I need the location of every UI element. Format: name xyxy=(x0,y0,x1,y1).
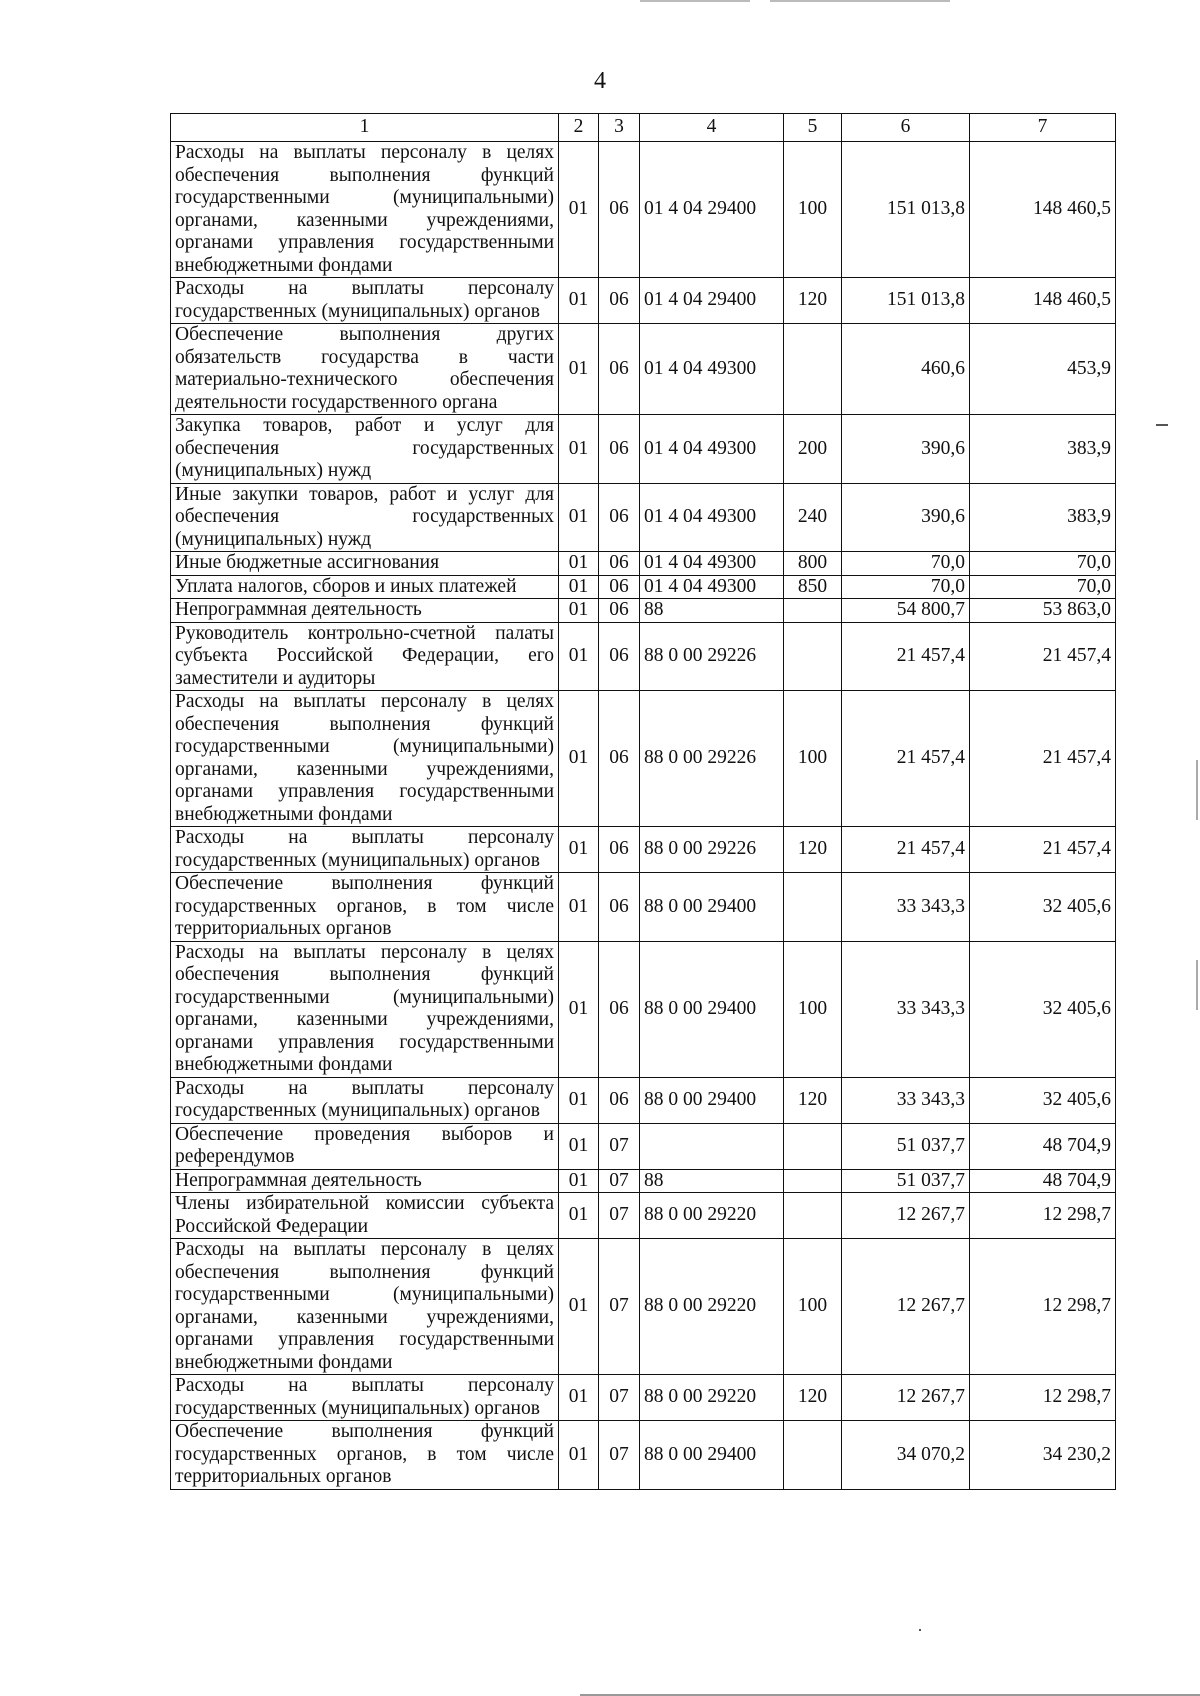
row-amount-1-cell: 12 267,7 xyxy=(842,1375,970,1421)
table-row xyxy=(171,1375,1116,1421)
row-amount-1-cell: 34 070,2 xyxy=(842,1421,970,1490)
row-expense-type-cell: 800 xyxy=(784,552,842,576)
row-section-cell: 01 xyxy=(559,622,599,691)
row-amount-2-cell: 53 863,0 xyxy=(970,599,1116,623)
row-section-cell: 01 xyxy=(559,1193,599,1239)
row-amount-2-cell: 32 405,6 xyxy=(970,1077,1116,1123)
table-row xyxy=(171,691,1116,827)
row-amount-1-cell: 21 457,4 xyxy=(842,827,970,873)
row-amount-1-cell: 151 013,8 xyxy=(842,142,970,278)
row-amount-1-cell: 390,6 xyxy=(842,415,970,484)
row-subsection-cell: 06 xyxy=(599,827,640,873)
table-row xyxy=(171,1123,1116,1169)
row-expense-type-cell xyxy=(784,1123,842,1169)
header-col-7: 7 xyxy=(970,114,1116,142)
row-name-cell: Непрограммная деятельность xyxy=(171,1169,559,1193)
table-row xyxy=(171,552,1116,576)
row-target-article-cell: 88 xyxy=(640,599,784,623)
row-amount-2-cell: 21 457,4 xyxy=(970,622,1116,691)
row-subsection-cell: 06 xyxy=(599,415,640,484)
row-name-cell: Члены избирательной комиссии субъекта Российской Федерации xyxy=(171,1193,559,1239)
row-amount-1-cell: 12 267,7 xyxy=(842,1193,970,1239)
row-section-cell: 01 xyxy=(559,1421,599,1490)
row-amount-1-cell: 460,6 xyxy=(842,324,970,415)
row-target-article-cell: 88 0 00 29400 xyxy=(640,873,784,942)
row-expense-type-cell xyxy=(784,1193,842,1239)
row-name-cell: Иные закупки товаров, работ и услуг для обеспечения государственных (муниципальных) нужд xyxy=(171,483,559,552)
table-row xyxy=(171,1239,1116,1375)
row-target-article-cell: 01 4 04 49300 xyxy=(640,552,784,576)
row-subsection-cell: 06 xyxy=(599,575,640,599)
row-section-cell: 01 xyxy=(559,691,599,827)
row-expense-type-cell: 120 xyxy=(784,1375,842,1421)
row-target-article-cell xyxy=(640,1123,784,1169)
row-name-cell: Закупка товаров, работ и услуг для обеспечения государственных (муниципальных) нужд xyxy=(171,415,559,484)
row-target-article-cell: 88 0 00 29226 xyxy=(640,827,784,873)
row-name-cell: Руководитель контрольно-счетной палаты субъекта Российской Федерации, его заместители и аудиторы xyxy=(171,622,559,691)
row-target-article-cell: 88 0 00 29220 xyxy=(640,1193,784,1239)
header-col-4: 4 xyxy=(640,114,784,142)
row-target-article-cell: 88 xyxy=(640,1169,784,1193)
page-number: 4 xyxy=(594,68,606,94)
row-target-article-cell: 01 4 04 29400 xyxy=(640,142,784,278)
row-amount-1-cell: 21 457,4 xyxy=(842,691,970,827)
row-amount-2-cell: 383,9 xyxy=(970,483,1116,552)
row-amount-2-cell: 32 405,6 xyxy=(970,873,1116,942)
row-subsection-cell: 06 xyxy=(599,142,640,278)
table-row xyxy=(171,622,1116,691)
row-subsection-cell: 07 xyxy=(599,1375,640,1421)
scan-mark xyxy=(1196,760,1198,820)
row-expense-type-cell: 120 xyxy=(784,1077,842,1123)
row-amount-1-cell: 33 343,3 xyxy=(842,1077,970,1123)
row-name-cell: Расходы на выплаты персоналу в целях обеспечения выполнения функций государственными (муниципальными) органами, казенными учреждениями, органами управления государственными внебюджетными фондами xyxy=(171,1239,559,1375)
row-amount-2-cell: 383,9 xyxy=(970,415,1116,484)
row-amount-1-cell: 33 343,3 xyxy=(842,873,970,942)
row-section-cell: 01 xyxy=(559,415,599,484)
row-amount-1-cell: 33 343,3 xyxy=(842,941,970,1077)
table-row xyxy=(171,142,1116,278)
row-target-article-cell: 88 0 00 29400 xyxy=(640,941,784,1077)
row-expense-type-cell: 100 xyxy=(784,941,842,1077)
table-row xyxy=(171,575,1116,599)
table-row xyxy=(171,483,1116,552)
row-subsection-cell: 06 xyxy=(599,278,640,324)
scan-mark xyxy=(919,1629,921,1631)
row-target-article-cell: 88 0 00 29220 xyxy=(640,1239,784,1375)
row-amount-1-cell: 51 037,7 xyxy=(842,1169,970,1193)
row-name-cell: Обеспечение выполнения функций государственных органов, в том числе территориальных органов xyxy=(171,1421,559,1490)
row-subsection-cell: 06 xyxy=(599,599,640,623)
row-name-cell: Уплата налогов, сборов и иных платежей xyxy=(171,575,559,599)
row-target-article-cell: 01 4 04 49300 xyxy=(640,575,784,599)
row-amount-1-cell: 151 013,8 xyxy=(842,278,970,324)
row-expense-type-cell xyxy=(784,873,842,942)
row-amount-2-cell: 48 704,9 xyxy=(970,1123,1116,1169)
row-amount-2-cell: 32 405,6 xyxy=(970,941,1116,1077)
row-section-cell: 01 xyxy=(559,278,599,324)
header-col-6: 6 xyxy=(842,114,970,142)
row-target-article-cell: 88 0 00 29220 xyxy=(640,1375,784,1421)
row-section-cell: 01 xyxy=(559,873,599,942)
table-row xyxy=(171,1077,1116,1123)
row-subsection-cell: 06 xyxy=(599,1077,640,1123)
row-target-article-cell: 01 4 04 29400 xyxy=(640,278,784,324)
row-section-cell: 01 xyxy=(559,552,599,576)
row-name-cell: Обеспечение проведения выборов и референдумов xyxy=(171,1123,559,1169)
table-row xyxy=(171,941,1116,1077)
row-amount-2-cell: 453,9 xyxy=(970,324,1116,415)
row-target-article-cell: 88 0 00 29400 xyxy=(640,1421,784,1490)
row-subsection-cell: 07 xyxy=(599,1123,640,1169)
row-name-cell: Непрограммная деятельность xyxy=(171,599,559,623)
scan-mark xyxy=(1156,424,1168,426)
row-amount-2-cell: 34 230,2 xyxy=(970,1421,1116,1490)
row-subsection-cell: 06 xyxy=(599,324,640,415)
row-amount-2-cell: 70,0 xyxy=(970,575,1116,599)
row-section-cell: 01 xyxy=(559,827,599,873)
scan-edge-line xyxy=(770,0,950,2)
scan-mark xyxy=(1196,960,1198,1010)
row-expense-type-cell: 100 xyxy=(784,1239,842,1375)
header-col-2: 2 xyxy=(559,114,599,142)
table-row xyxy=(171,1169,1116,1193)
header-col-1: 1 xyxy=(171,114,559,142)
row-section-cell: 01 xyxy=(559,324,599,415)
table-row xyxy=(171,415,1116,484)
row-subsection-cell: 06 xyxy=(599,691,640,827)
row-expense-type-cell: 850 xyxy=(784,575,842,599)
row-expense-type-cell: 100 xyxy=(784,691,842,827)
row-expense-type-cell: 240 xyxy=(784,483,842,552)
row-expense-type-cell xyxy=(784,1421,842,1490)
row-subsection-cell: 07 xyxy=(599,1421,640,1490)
row-expense-type-cell xyxy=(784,599,842,623)
row-section-cell: 01 xyxy=(559,1123,599,1169)
table-row xyxy=(171,278,1116,324)
row-subsection-cell: 06 xyxy=(599,873,640,942)
row-name-cell: Расходы на выплаты персоналу государственных (муниципальных) органов xyxy=(171,1077,559,1123)
row-subsection-cell: 07 xyxy=(599,1169,640,1193)
row-target-article-cell: 88 0 00 29226 xyxy=(640,622,784,691)
row-section-cell: 01 xyxy=(559,575,599,599)
row-amount-2-cell: 21 457,4 xyxy=(970,827,1116,873)
row-amount-1-cell: 70,0 xyxy=(842,575,970,599)
row-name-cell: Расходы на выплаты персоналу государственных (муниципальных) органов xyxy=(171,278,559,324)
row-section-cell: 01 xyxy=(559,1169,599,1193)
row-name-cell: Обеспечение выполнения других обязательств государства в части материально-технического обеспечения деятельности государственного органа xyxy=(171,324,559,415)
table-row xyxy=(171,873,1116,942)
table-row xyxy=(171,827,1116,873)
row-amount-2-cell: 70,0 xyxy=(970,552,1116,576)
table-row xyxy=(171,1421,1116,1490)
row-section-cell: 01 xyxy=(559,1077,599,1123)
row-amount-2-cell: 12 298,7 xyxy=(970,1239,1116,1375)
row-expense-type-cell xyxy=(784,324,842,415)
table-row xyxy=(171,599,1116,623)
row-amount-2-cell: 12 298,7 xyxy=(970,1193,1116,1239)
row-target-article-cell: 01 4 04 49300 xyxy=(640,415,784,484)
row-expense-type-cell xyxy=(784,1169,842,1193)
budget-table xyxy=(170,113,1116,1490)
row-section-cell: 01 xyxy=(559,599,599,623)
row-amount-1-cell: 51 037,7 xyxy=(842,1123,970,1169)
row-section-cell: 01 xyxy=(559,941,599,1077)
table-row xyxy=(171,1193,1116,1239)
row-subsection-cell: 07 xyxy=(599,1239,640,1375)
header-col-5: 5 xyxy=(784,114,842,142)
row-name-cell: Иные бюджетные ассигнования xyxy=(171,552,559,576)
table-row xyxy=(171,324,1116,415)
row-amount-1-cell: 21 457,4 xyxy=(842,622,970,691)
row-subsection-cell: 06 xyxy=(599,483,640,552)
row-expense-type-cell: 100 xyxy=(784,142,842,278)
row-name-cell: Расходы на выплаты персоналу в целях обеспечения выполнения функций государственными (муниципальными) органами, казенными учреждениями, органами управления государственными внебюджетными фондами xyxy=(171,691,559,827)
row-section-cell: 01 xyxy=(559,1239,599,1375)
scan-edge-line xyxy=(640,0,750,2)
row-name-cell: Расходы на выплаты персоналу в целях обеспечения выполнения функций государственными (муниципальными) органами, казенными учреждениями, органами управления государственными внебюджетными фондами xyxy=(171,142,559,278)
row-amount-1-cell: 54 800,7 xyxy=(842,599,970,623)
row-name-cell: Расходы на выплаты персоналу в целях обеспечения выполнения функций государственными (муниципальными) органами, казенными учреждениями, органами управления государственными внебюджетными фондами xyxy=(171,941,559,1077)
row-subsection-cell: 06 xyxy=(599,552,640,576)
row-expense-type-cell: 120 xyxy=(784,827,842,873)
row-amount-1-cell: 390,6 xyxy=(842,483,970,552)
row-target-article-cell: 01 4 04 49300 xyxy=(640,324,784,415)
row-amount-2-cell: 148 460,5 xyxy=(970,142,1116,278)
table-body xyxy=(171,142,1116,1490)
row-expense-type-cell: 200 xyxy=(784,415,842,484)
row-amount-2-cell: 148 460,5 xyxy=(970,278,1116,324)
row-subsection-cell: 06 xyxy=(599,622,640,691)
row-amount-2-cell: 48 704,9 xyxy=(970,1169,1116,1193)
row-name-cell: Расходы на выплаты персоналу государственных (муниципальных) органов xyxy=(171,827,559,873)
table-header-row xyxy=(171,114,1116,142)
row-amount-1-cell: 70,0 xyxy=(842,552,970,576)
row-name-cell: Расходы на выплаты персоналу государственных (муниципальных) органов xyxy=(171,1375,559,1421)
header-col-3: 3 xyxy=(599,114,640,142)
row-target-article-cell: 88 0 00 29400 xyxy=(640,1077,784,1123)
row-section-cell: 01 xyxy=(559,1375,599,1421)
row-section-cell: 01 xyxy=(559,483,599,552)
row-amount-1-cell: 12 267,7 xyxy=(842,1239,970,1375)
row-amount-2-cell: 12 298,7 xyxy=(970,1375,1116,1421)
row-target-article-cell: 01 4 04 49300 xyxy=(640,483,784,552)
row-amount-2-cell: 21 457,4 xyxy=(970,691,1116,827)
row-expense-type-cell xyxy=(784,622,842,691)
row-name-cell: Обеспечение выполнения функций государственных органов, в том числе территориальных органов xyxy=(171,873,559,942)
row-target-article-cell: 88 0 00 29226 xyxy=(640,691,784,827)
row-expense-type-cell: 120 xyxy=(784,278,842,324)
row-subsection-cell: 07 xyxy=(599,1193,640,1239)
row-subsection-cell: 06 xyxy=(599,941,640,1077)
row-section-cell: 01 xyxy=(559,142,599,278)
